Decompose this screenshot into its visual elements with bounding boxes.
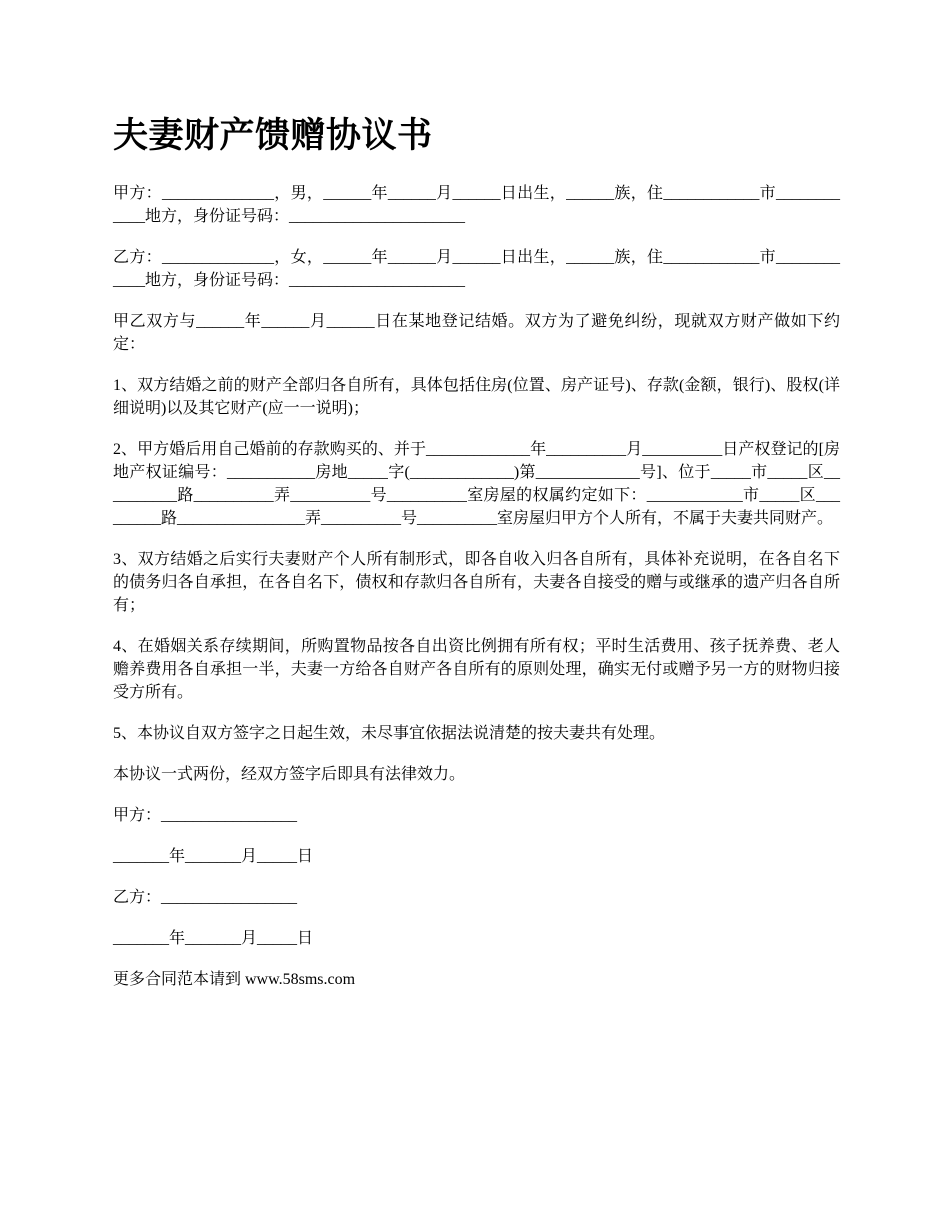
clause-1: 1、双方结婚之前的财产全部归各自所有，具体包括住房(位置、房产证号)、存款(金额，银行)、股权(详细说明)以及其它财产(应一一说明)；: [113, 377, 840, 417]
party-b-date-line: _______年_______月_____日: [113, 930, 314, 947]
party-a-signature-line: 甲方：_________________: [113, 807, 298, 824]
clause-5: 5、本协议自双方签字之日起生效，未尽事宜依据法说清楚的按夫妻共有处理。: [113, 725, 666, 742]
clause-2: 2、甲方婚后用自己婚前的存款购买的、并于_____________年__________月__________日产权登记的[房地产权证编号：___________房地_____字(_____________)第_____________号]、位于_____市_____区__________路__________弄__________号__________室房屋的权属约定如下：____________市_____区_________路________________弄__________号__________室房屋归甲方个人所有，不属于夫妻共同财产。: [113, 441, 840, 527]
clause-4: 4、在婚姻关系存续期间，所购置物品按各自出资比例拥有所有权；平时生活费用、孩子抚养费、老人赡养费用各自承担一半，夫妻一方给各自财产各自所有的原则处理，确实无付或赠予另一方的财物归接受方所有。: [113, 638, 840, 701]
party-b-info: 乙方：______________，女，______年______月______日出生，______族，住____________市____________地方，身份证号码：______________________: [113, 249, 840, 289]
party-a-info: 甲方：______________，男，______年______月______日出生，______族，住____________市____________地方，身份证号码：______________________: [113, 185, 840, 225]
document-page: [113, 112, 840, 1009]
copies-note: 本协议一式两份，经双方签字后即具有法律效力。: [113, 766, 466, 783]
party-a-date-line: _______年_______月_____日: [113, 848, 314, 865]
party-b-signature-line: 乙方：_________________: [113, 889, 298, 906]
document-title: 夫妻财产馈赠协议书: [113, 116, 433, 156]
footer-note: 更多合同范本请到 www.58sms.com: [113, 971, 356, 988]
clause-3: 3、双方结婚之后实行夫妻财产个人所有制形式，即各自收入归各自所有，具体补充说明，在各自名下的债务归各自承担，在各自名下，债权和存款归各自所有，夫妻各自接受的赠与或继承的遗产归各自所有；: [113, 551, 840, 614]
intro-paragraph: 甲乙双方与______年______月______日在某地登记结婚。双方为了避免纠纷，现就双方财产做如下约定：: [113, 313, 840, 353]
